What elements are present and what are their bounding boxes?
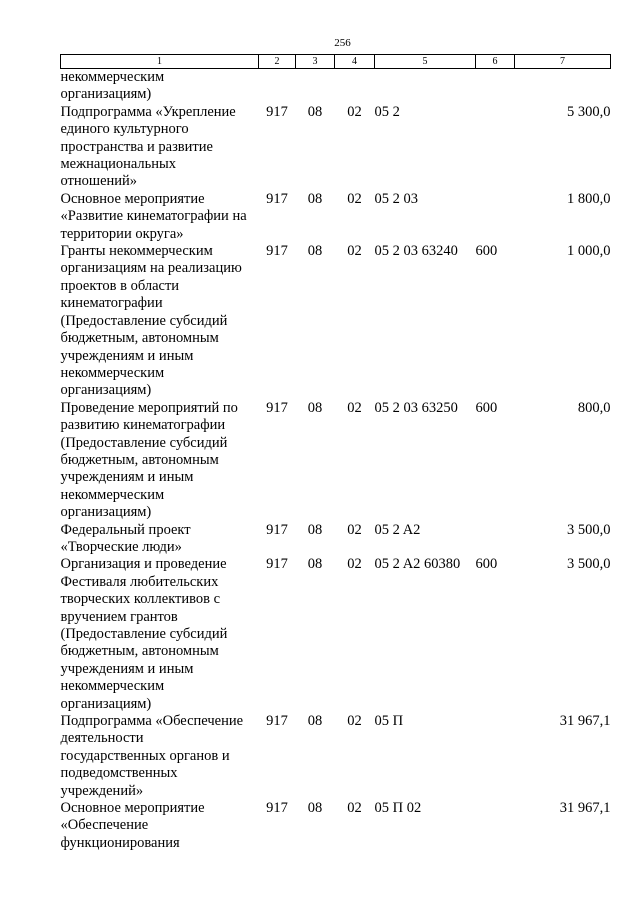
row-expense-type [476, 522, 515, 557]
row-name [61, 713, 259, 800]
header-col-2: 2 [259, 55, 296, 69]
row-name-line: организациям) [60, 382, 152, 399]
row-target-article: 05 2 A2 60380 [374, 556, 461, 573]
row-name-line: учреждениям и иным [60, 469, 194, 486]
row-amount: 31 967,1 [559, 800, 611, 817]
table-row [61, 191, 611, 243]
row-expense-type [476, 800, 515, 852]
row-name-line: Проведение мероприятий по [60, 399, 238, 416]
table-row [61, 69, 611, 104]
header-col-4: 4 [335, 55, 375, 69]
row-amount: 31 967,1 [559, 713, 611, 730]
row-name-line: творческих коллективов с [60, 591, 221, 608]
row-section: 08 [307, 103, 323, 120]
row-name-line: (Предоставление субсидий [60, 434, 228, 451]
table-body [61, 69, 611, 853]
row-name-line: Основное мероприятие [60, 800, 205, 817]
row-target-article: 05 П 02 [374, 800, 422, 817]
row-expense-type [476, 69, 515, 104]
row-expense-type [476, 104, 515, 191]
row-target-article: 05 П [374, 713, 404, 730]
row-section: 08 [307, 800, 323, 817]
row-name-line: организациям) [60, 695, 152, 712]
row-name [61, 400, 259, 522]
row-name-line: организациям) [60, 504, 152, 521]
row-grbs: 917 [266, 800, 288, 817]
row-name-line: функционирования [60, 834, 180, 851]
row-section: 08 [307, 521, 323, 538]
header-col-6: 6 [476, 55, 515, 69]
row-section: 08 [307, 556, 323, 573]
row-amount: 1 800,0 [567, 190, 611, 207]
row-grbs: 917 [266, 713, 288, 730]
table-row [61, 400, 611, 522]
row-name [61, 522, 259, 557]
row-subsection: 02 [347, 800, 362, 817]
table-row [61, 556, 611, 713]
row-subsection: 02 [347, 243, 362, 260]
row-name-line: некоммерческим [60, 486, 165, 503]
row-name [61, 104, 259, 191]
row-name-line: Федеральный проект [60, 521, 191, 538]
row-target-article: 05 2 03 [374, 190, 418, 207]
row-amount: 3 500,0 [567, 521, 611, 538]
row-section [296, 69, 335, 104]
row-expense-type: 600 [475, 556, 498, 573]
row-name [61, 243, 259, 400]
row-name-line: Подпрограмма «Укрепление [60, 103, 236, 120]
header-col-7: 7 [515, 55, 611, 69]
row-name-line: организациям на реализацию [60, 260, 242, 277]
row-name-line: территории округа» [60, 225, 184, 242]
row-name-line: вручением грантов [60, 608, 178, 625]
row-section: 08 [307, 399, 323, 416]
row-grbs: 917 [266, 190, 288, 207]
row-name-line: межнациональных [60, 156, 177, 173]
row-grbs: 917 [266, 399, 288, 416]
row-target-article: 05 2 03 63250 [374, 399, 458, 416]
row-name-line: (Предоставление субсидий [60, 626, 228, 642]
row-amount: 5 300,0 [567, 103, 611, 120]
row-name-line: единого культурного [60, 121, 189, 138]
row-name-line: бюджетным, автономным [60, 643, 219, 660]
row-target-article: 05 2 03 63240 [374, 243, 458, 260]
row-subsection: 02 [347, 713, 362, 730]
row-section: 08 [307, 243, 323, 260]
row-grbs: 917 [266, 556, 288, 573]
row-name-line: учреждениям и иным [60, 660, 194, 677]
table-row [61, 104, 611, 191]
row-name-line: (Предоставление субсидий [60, 312, 228, 329]
row-name-line: развитию кинематографии [60, 417, 226, 434]
row-amount: 3 500,0 [567, 556, 611, 573]
row-name-line: бюджетным, автономным [60, 330, 219, 347]
table-row [61, 713, 611, 800]
row-section: 08 [307, 190, 323, 207]
row-amount: 800,0 [577, 399, 611, 416]
table-header [61, 55, 611, 69]
table-row [61, 522, 611, 557]
row-subsection: 02 [347, 190, 362, 207]
row-name-line: государственных органов и [60, 747, 230, 764]
row-expense-type: 600 [475, 243, 498, 260]
row-name-line: деятельности [60, 730, 144, 747]
row-subsection: 02 [347, 399, 362, 416]
row-expense-type: 600 [475, 399, 498, 416]
budget-table [60, 54, 611, 852]
table-row [61, 800, 611, 852]
row-grbs: 917 [266, 243, 288, 260]
header-col-3: 3 [296, 55, 335, 69]
row-grbs: 917 [266, 521, 288, 538]
row-grbs [259, 69, 296, 104]
row-name-line: Гранты некоммерческим [60, 243, 213, 260]
header-col-1: 1 [61, 55, 259, 69]
row-name-line: проектов в области [60, 277, 180, 294]
row-name-line: Основное мероприятие [60, 190, 205, 207]
row-name-line: отношений» [60, 173, 138, 190]
row-subsection: 02 [347, 521, 362, 538]
row-target-article: 05 2 A2 [374, 521, 421, 538]
row-name-line: «Обеспечение [60, 817, 149, 834]
row-section: 08 [307, 713, 323, 730]
row-name-line: подведомственных [60, 765, 178, 782]
page-number: 256 [334, 37, 351, 49]
row-name [61, 69, 259, 104]
row-name-line: «Развитие кинематографии на [60, 208, 247, 225]
row-name [61, 800, 259, 852]
row-name-line: некоммерческим [60, 364, 165, 381]
row-name-line: кинематографии [60, 295, 163, 312]
row-amount: 1 000,0 [567, 243, 611, 260]
row-name [61, 191, 259, 243]
row-name-line: некоммерческим [60, 678, 165, 695]
row-name-line: учреждениям и иным [60, 347, 194, 364]
row-subsection: 02 [347, 103, 362, 120]
row-name-line: пространства и развитие [60, 138, 213, 155]
row-name-line: учреждений» [60, 782, 144, 799]
row-name-line: некоммерческим [60, 69, 165, 85]
row-name-line: «Творческие люди» [60, 538, 182, 555]
header-row [61, 55, 611, 69]
row-expense-type [476, 713, 515, 800]
row-target-article: 05 2 [374, 103, 400, 120]
row-amount [515, 69, 611, 104]
row-expense-type [476, 191, 515, 243]
row-name-line: бюджетным, автономным [60, 451, 219, 468]
row-name-line: Подпрограмма «Обеспечение [60, 713, 244, 730]
table-row [61, 243, 611, 400]
row-subsection [335, 69, 375, 104]
row-name-line: Фестиваля любительских [60, 573, 219, 590]
header-col-5: 5 [375, 55, 476, 69]
row-name [61, 556, 259, 713]
row-name-line: Организация и проведение [60, 556, 227, 573]
row-target-article [375, 69, 476, 104]
row-name-line: организациям) [60, 86, 152, 103]
row-subsection: 02 [347, 556, 362, 573]
row-grbs: 917 [266, 103, 288, 120]
